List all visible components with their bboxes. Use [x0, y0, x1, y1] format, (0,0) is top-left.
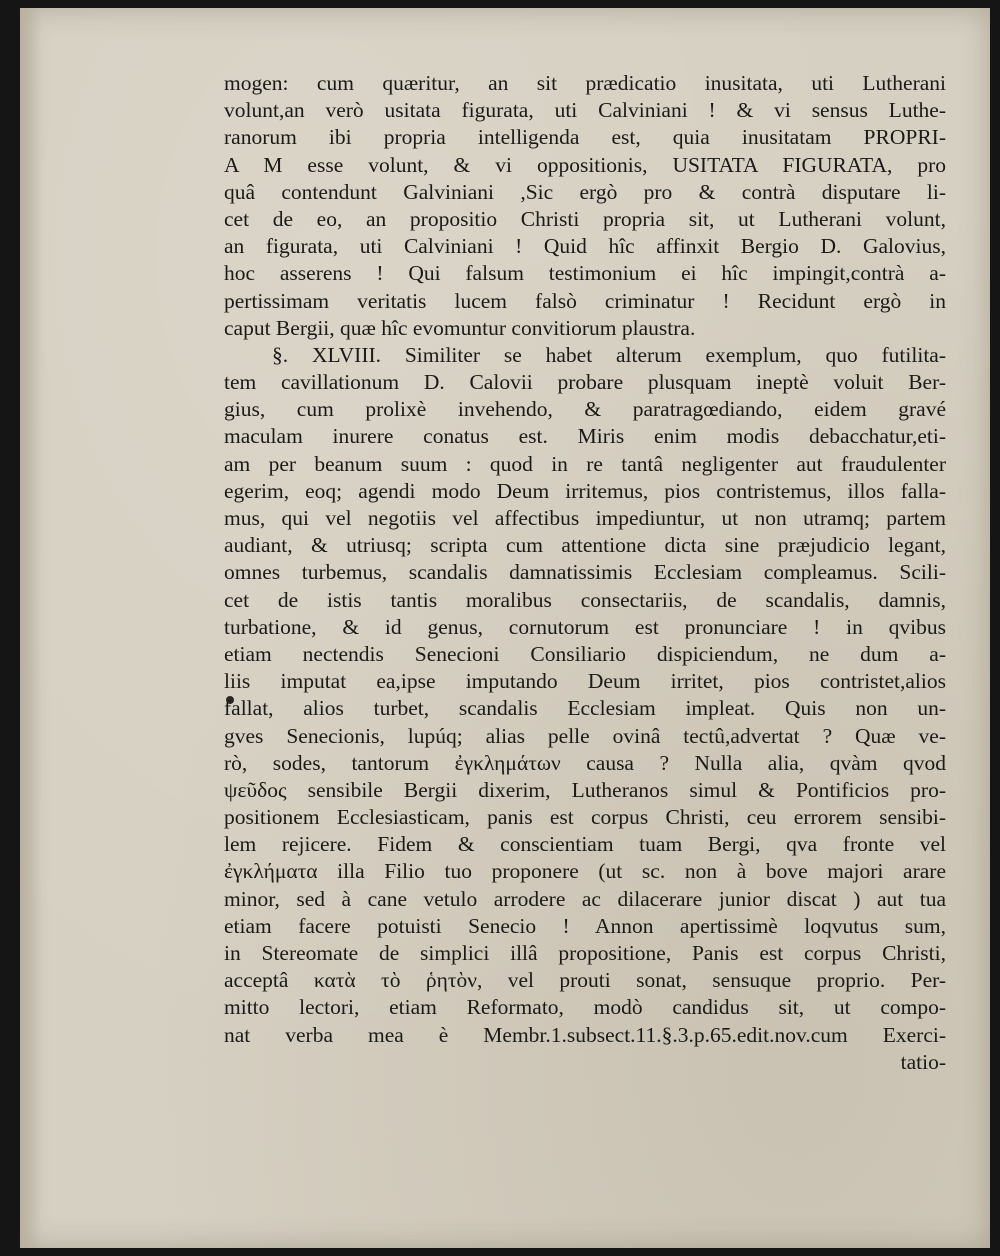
text-line-29: lem rejicere. Fidem & conscientiam tuam Bergi, qva fronte vel	[224, 832, 946, 857]
text-line-3: ranorum ibi propria intelligenda est, quia inusitatam PROPRI-	[224, 125, 946, 150]
text-line-26: rò, sodes, tantorum ἐγκλημάτων causa ? Nulla alia, qvàm qvod	[224, 750, 946, 775]
text-line-4: A M esse volunt, & vi oppositionis, USITATA FIGURATA, pro	[224, 152, 946, 177]
text-line-5: quâ contendunt Galviniani ,Sic ergò pro & contrà disputare li-	[224, 179, 946, 204]
text-line-24: fallat, alios turbet, scandalis Ecclesiam impleat. Quis non un-	[224, 696, 946, 721]
text-line-9: pertissimam veritatis lucem falsò criminatur ! Recidunt ergò in	[224, 288, 946, 313]
page-edge-shadow	[20, 8, 42, 1248]
text-line-27: ψεῦδος sensibile Bergii dixerim, Lutheranos simul & Pontificios pro-	[224, 777, 946, 802]
text-line-10: caput Bergii, quæ hîc evomuntur convitiorum plaustra.	[224, 315, 696, 340]
text-line-8: hoc asserens ! Qui falsum testimonium ei hîc impingit,contrà a-	[224, 261, 946, 286]
text-line-35: mitto lectori, etiam Reformato, modò candidus sit, ut compo-	[224, 995, 946, 1020]
text-line-31: minor, sed à cane vetulo arrodere ac dilacerare junior discat ) aut tua	[224, 886, 946, 911]
body-text	[224, 70, 946, 1076]
text-line-23: liis imputat ea,ipse imputando Deum irritet, pios contristet,alios	[224, 669, 946, 694]
text-line-32: etiam facere potuisti Senecio ! Annon apertissimè loqvutus sum,	[224, 913, 946, 938]
text-line-33: in Stereomate de simplici illâ propositione, Panis est corpus Christi,	[224, 941, 946, 965]
text-line-25: gves Senecionis, lupúq; alias pelle ovinâ tectû,advertat ? Quæ ve-	[224, 723, 946, 748]
text-line-34: acceptâ κατὰ τὸ ῥητὸν, vel prouti sonat, sensuque proprio. Per-	[224, 968, 946, 993]
text-line-17: mus, qui vel negotiis vel affectibus impediuntur, ut non utramq; partem	[224, 506, 946, 530]
text-line-1: mogen: cum quæritur, an sit prædicatio inusitata, uti Lutherani	[224, 71, 946, 95]
text-line-36: nat verba mea è Membr.1.subsect.11.§.3.p.65.edit.nov.cum Exerci-	[224, 1022, 946, 1047]
text-line-14: maculam inurere conatus est. Miris enim modis debacchatur,eti-	[224, 424, 946, 449]
text-line-18: audiant, & utriusq; scripta cum attentione dicta sine præjudicio legant,	[224, 533, 946, 558]
text-line-21: turbatione, & id genus, cornutorum est pronunciare ! in qvibus	[224, 614, 946, 639]
text-line-2: volunt,an verò usitata figurata, uti Calviniani ! & vi sensus Luthe-	[224, 98, 946, 123]
text-line-30: ἐγκλήματα illa Filio tuo proponere (ut sc. non à bove majori arare	[224, 859, 946, 884]
text-line-22: etiam nectendis Senecioni Consiliario dispiciendum, ne dum a-	[224, 641, 946, 666]
text-line-19: omnes turbemus, scandalis damnatissimis Ecclesiam compleamus. Scili-	[224, 560, 946, 585]
text-line-15: am per beanum suum : quod in re tantâ negligenter aut fraudulenter	[224, 451, 946, 476]
text-line-20: cet de istis tantis moralibus consectariis, de scandalis, damnis,	[224, 587, 946, 612]
text-line-11: §. XLVIII. Similiter se habet alterum exemplum, quo futilita-	[272, 342, 946, 367]
text-line-13: gius, cum prolixè invehendo, & paratragœdiando, eidem gravé	[224, 397, 946, 422]
catchword: tatio-	[900, 1049, 946, 1074]
text-line-12: tem cavillationum D. Calovii probare plusquam ineptè voluit Ber-	[224, 370, 946, 395]
text-line-28: positionem Ecclesiasticam, panis est corpus Christi, ceu errorem sensibi-	[224, 805, 946, 830]
text-line-7: an figurata, uti Calviniani ! Quid hîc affinxit Bergio D. Galovius,	[224, 234, 946, 259]
text-line-16: egerim, eoq; agendi modo Deum irritemus, pios contristemus, illos falla-	[224, 478, 946, 503]
text-line-6: cet de eo, an propositio Christi propria sit, ut Lutherani volunt,	[224, 206, 946, 231]
